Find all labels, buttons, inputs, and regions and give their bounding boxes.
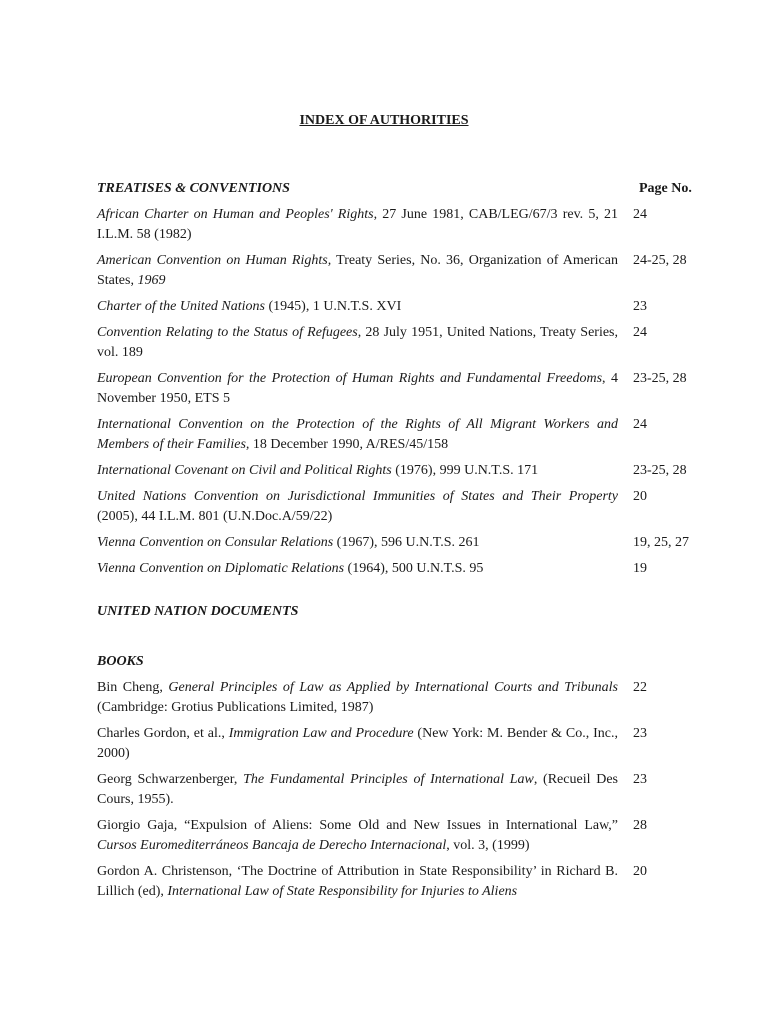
treaties-header	[97, 179, 697, 201]
un-documents-header	[97, 602, 697, 624]
citation-text: (2005), 44 I.L.M. 801 (U.N.Doc.A/59/22)	[97, 509, 333, 524]
un-documents-section	[97, 602, 697, 624]
citation-italic-text: United Nations Convention on Jurisdictional Immunities of States and Their Property	[97, 489, 618, 504]
citation-text: (New York: M. Bender & Co., Inc., 2000)	[97, 726, 618, 761]
authority-page-numbers: 23-25, 28	[633, 371, 687, 386]
citation-text: (1945), 1 U.N.T.S. XVI	[265, 299, 402, 314]
citation-italic-text: International Law of State Responsibility for Injuries to Aliens	[167, 884, 518, 899]
citation-italic-text: Vienna Convention on Diplomatic Relations	[97, 561, 345, 576]
citation-italic-text: International Convention on the Protection of the Rights of All Migrant Workers and Members of their Families,	[97, 417, 618, 452]
authority-page-numbers: 24	[633, 325, 647, 340]
authority-page-numbers: 19	[633, 561, 647, 576]
authority-citation	[97, 205, 618, 245]
citation-text: (1964), 500 U.N.T.S. 95	[344, 561, 484, 576]
citation-italic-text: The Fundamental Principles of International Law	[243, 772, 534, 787]
authority-entry	[97, 533, 697, 553]
books-header	[97, 652, 697, 674]
authority-entry	[97, 487, 697, 527]
page-number-column-label: Page No.	[639, 181, 692, 196]
citation-italic-text: Convention Relating to the Status of Refugees	[97, 325, 358, 340]
authority-citation	[97, 415, 618, 455]
treaties-list	[97, 205, 697, 579]
authority-entry	[97, 816, 697, 856]
citation-text: , (Recueil Des Cours, 1955).	[97, 772, 618, 807]
authority-citation	[97, 487, 618, 527]
citation-text: , 4 November 1950, ETS 5	[97, 371, 618, 406]
authority-citation	[97, 678, 618, 718]
citation-italic-text: International Covenant on Civil and Political Rights	[97, 463, 392, 478]
authority-entry	[97, 205, 697, 245]
citation-italic-text: General Principles of Law as Applied by International Courts and Tribunals	[168, 680, 618, 695]
authority-entry	[97, 297, 697, 317]
authority-entry	[97, 678, 697, 718]
citation-text: Georg Schwarzenberger,	[97, 772, 244, 787]
authority-page-numbers: 20	[633, 864, 647, 879]
citation-italic-text: 1969	[137, 273, 166, 288]
authority-page-numbers: 23	[633, 299, 647, 314]
citation-text: Gordon A. Christenson, ‘The Doctrine of Attribution in State Responsibility’ in Richard B. Lillich (ed),	[97, 864, 618, 899]
citation-text: (1976), 999 U.N.T.S. 171	[391, 463, 539, 478]
authority-citation	[97, 816, 618, 856]
citation-italic-text: American Convention on Human Rights,	[97, 253, 332, 268]
page-title: INDEX OF AUTHORITIES	[299, 113, 469, 128]
authority-page-numbers: 20	[633, 489, 647, 504]
authority-entry	[97, 415, 697, 455]
authority-page-numbers: 23	[633, 772, 647, 787]
authority-citation	[97, 323, 618, 363]
authority-page-numbers: 24-25, 28	[633, 253, 687, 268]
authority-citation	[97, 369, 618, 409]
citation-text: , 28 July 1951, United Nations, Treaty Series, vol. 189	[97, 325, 618, 360]
authority-page-numbers: 24	[633, 207, 647, 222]
authority-entry	[97, 770, 697, 810]
authority-entry	[97, 559, 697, 579]
citation-text: (1967), 596 U.N.T.S. 261	[333, 535, 480, 550]
citation-text: , vol. 3, (1999)	[446, 838, 530, 853]
authority-page-numbers: 23	[633, 726, 647, 741]
authority-page-numbers: 28	[633, 818, 647, 833]
authority-page-numbers: 24	[633, 417, 647, 432]
un-documents-heading: UNITED NATION DOCUMENTS	[97, 604, 299, 619]
citation-text: Bin Cheng,	[97, 680, 169, 695]
citation-italic-text: Cursos Euromediterráneos Bancaja de Derecho Internacional	[97, 838, 447, 853]
citation-italic-text: African Charter on Human and Peoples' Rights	[97, 207, 374, 222]
authority-citation	[97, 251, 618, 291]
treaties-section	[97, 179, 697, 585]
citation-text: Charles Gordon, et al.,	[97, 726, 229, 741]
authority-citation	[97, 461, 618, 481]
authority-citation	[97, 862, 618, 902]
authority-entry	[97, 862, 697, 902]
authority-citation	[97, 770, 618, 810]
authority-page-numbers: 19, 25, 27	[633, 535, 689, 550]
authority-citation	[97, 297, 618, 317]
citation-text: Treaty Series, No. 36, Organization of American States,	[97, 253, 618, 288]
citation-italic-text: European Convention for the Protection of Human Rights and Fundamental Freedoms	[97, 371, 603, 386]
citation-italic-text: Immigration Law and Procedure	[228, 726, 414, 741]
books-heading: BOOKS	[97, 654, 144, 669]
authority-entry	[97, 369, 697, 409]
authority-page-numbers: 22	[633, 680, 647, 695]
citation-text: 18 December 1990, A/RES/45/158	[249, 437, 449, 452]
authority-entry	[97, 251, 697, 291]
citation-italic-text: Charter of the United Nations	[97, 299, 265, 314]
authority-entry	[97, 323, 697, 363]
authority-entry	[97, 724, 697, 764]
citation-text: Giorgio Gaja, “Expulsion of Aliens: Some Old and New Issues in International Law,”	[97, 818, 618, 833]
books-list	[97, 678, 697, 902]
treaties-heading: TREATISES & CONVENTIONS	[97, 181, 290, 196]
citation-text: , 27 June 1981, CAB/LEG/67/3 rev. 5, 21 I.L.M. 58 (1982)	[97, 207, 618, 242]
authority-page-numbers: 23-25, 28	[633, 463, 687, 478]
books-section	[97, 652, 697, 908]
authority-entry	[97, 461, 697, 481]
authority-citation	[97, 559, 618, 579]
authority-citation	[97, 533, 618, 553]
citation-text: (Cambridge: Grotius Publications Limited, 1987)	[97, 700, 374, 715]
citation-italic-text: Vienna Convention on Consular Relations	[97, 535, 334, 550]
authority-citation	[97, 724, 618, 764]
